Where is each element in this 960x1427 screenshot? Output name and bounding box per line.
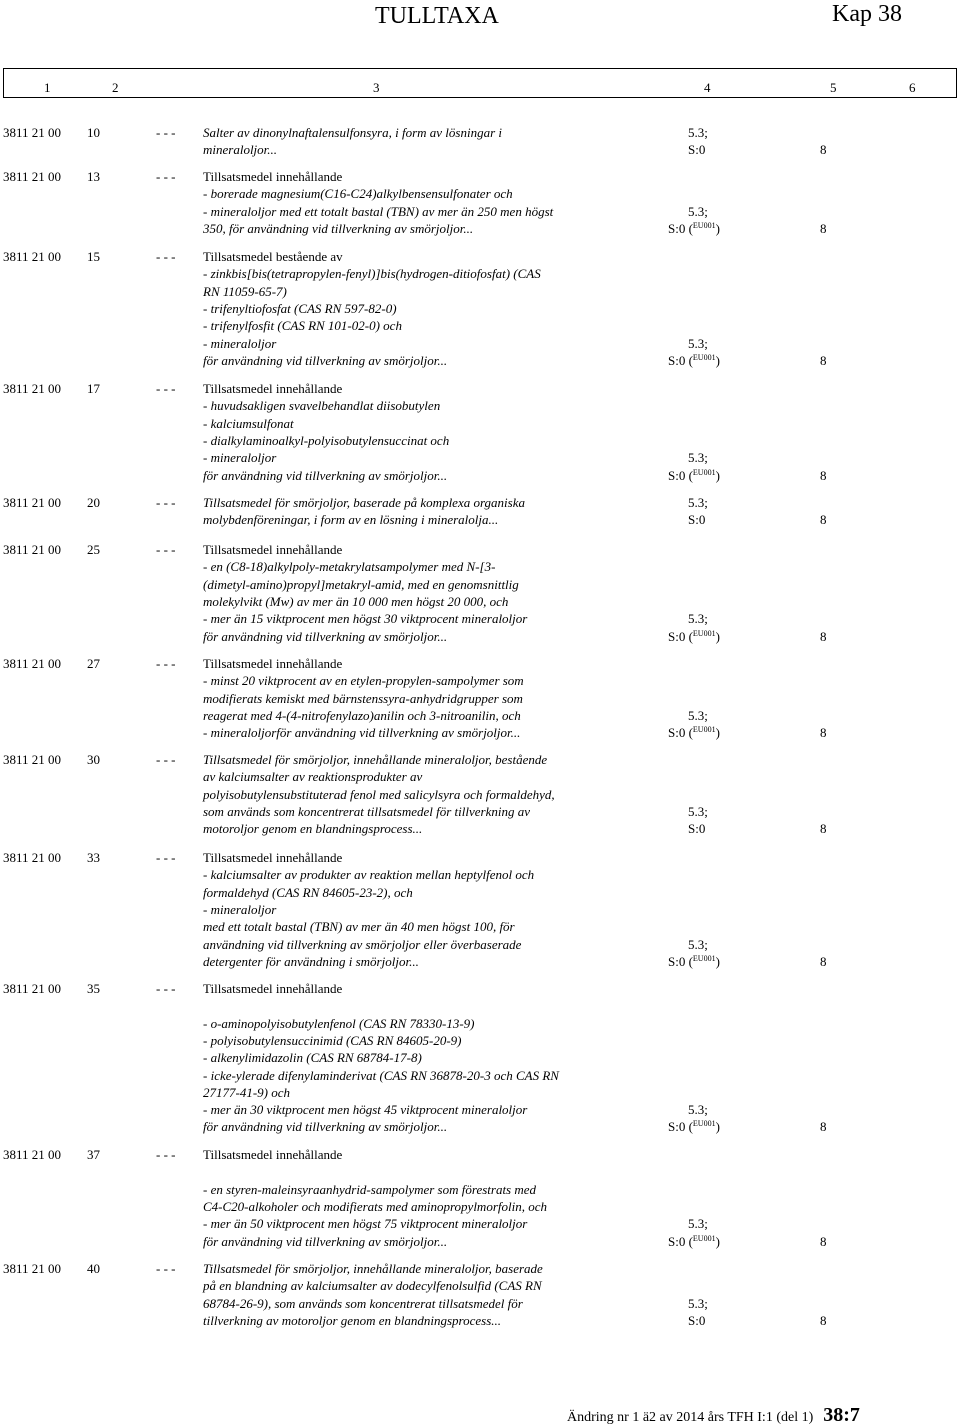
indent-dashes: - - - <box>156 1147 176 1162</box>
duty-rate: 5.3; <box>688 203 708 219</box>
description-line: - mineraloljor <box>203 901 277 917</box>
description-line: - mineraloljor <box>203 450 277 466</box>
description-line: 27177-41-9) och <box>203 1084 291 1100</box>
duty-status-text: S:0 ( <box>668 220 693 236</box>
column-number: 4 <box>704 80 711 95</box>
description-line: - polyisobutylensuccinimid (CAS RN 84605-20-9) <box>203 1032 462 1048</box>
page-title: TULLTAXA <box>375 3 499 29</box>
supplementary-unit: 8 <box>820 1233 827 1249</box>
column-number: 1 <box>44 80 51 95</box>
eu-footnote-ref: EU001 <box>692 1233 716 1243</box>
description-line: 68784-26-9), som används som koncentrerat tillsatsmedel för <box>203 1295 523 1311</box>
description-line: Tillsatsmedel innehållande <box>203 850 343 865</box>
duty-status: S:0 <box>688 821 706 837</box>
duty-rate: 5.3; <box>688 1295 708 1311</box>
column-header-box <box>3 68 957 98</box>
description-line: polyisobutylensubstituterad fenol med salicylsyra och formaldehyd, <box>203 786 555 802</box>
description-line: av kalciumsalter av reaktionsprodukter av <box>203 769 423 785</box>
description-line: Tillsatsmedel innehållande <box>203 656 343 671</box>
indent-dashes: - - - <box>156 1261 176 1276</box>
duty-rate: 5.3; <box>688 335 708 351</box>
duty-status-text: S:0 ( <box>668 1119 693 1135</box>
duty-rate: 5.3; <box>688 1102 708 1118</box>
description-line: RN 11059-65-7) <box>203 283 287 299</box>
description-line: modifierats kemiskt med bärnstenssyra-anhydridgrupper som <box>203 690 523 706</box>
duty-rate: 5.3; <box>688 125 708 140</box>
column-number: 2 <box>112 80 119 95</box>
description-line: - mer än 30 viktprocent men högst 45 viktprocent mineraloljor <box>203 1102 528 1118</box>
duty-status-close: ) <box>715 1233 720 1249</box>
indent-dashes: - - - <box>156 981 176 996</box>
description-line: 350, för användning vid tillverkning av smörjoljor... <box>203 220 474 236</box>
cn-code: 3811 21 00 <box>3 1147 62 1162</box>
description-line: för användning vid tillverkning av smörjoljor... <box>203 467 448 483</box>
description-line: för användning vid tillverkning av smörjoljor... <box>203 1233 448 1249</box>
duty-status-close: ) <box>715 467 720 483</box>
cn-code: 3811 21 00 <box>3 542 62 557</box>
description-line: - o-aminopolyisobutylenfenol (CAS RN 78330-13-9) <box>203 1015 475 1031</box>
duty-status <box>668 467 720 484</box>
eu-footnote-ref: EU001 <box>692 352 716 362</box>
description-line: - trifenyltiofosfat (CAS RN 597-82-0) <box>203 300 397 316</box>
duty-rate: 5.3; <box>688 611 708 627</box>
supplementary-unit: 8 <box>820 725 827 741</box>
indent-dashes: - - - <box>156 850 176 865</box>
duty-status <box>668 1233 720 1250</box>
indent-dashes: - - - <box>156 125 176 140</box>
cn-code: 3811 21 00 <box>3 249 62 264</box>
duty-status-text: S:0 ( <box>668 628 693 644</box>
description-line: - mer än 50 viktprocent men högst 75 viktprocent mineraloljor <box>203 1216 528 1232</box>
duty-status <box>668 1118 720 1135</box>
cn-subheading: 35 <box>87 981 100 996</box>
eu-footnote-ref: EU001 <box>692 467 716 477</box>
description-line: molybdenföreningar, i form av en lösning i mineralolja... <box>203 512 499 528</box>
duty-status-text: S:0 ( <box>668 953 693 969</box>
cn-subheading: 13 <box>87 169 100 184</box>
supplementary-unit: 8 <box>820 352 827 368</box>
duty-status <box>668 628 720 645</box>
footer-text: Ändring nr 1 ä2 av 2014 års TFH I:1 (del 1) <box>567 1410 814 1425</box>
description-line: på en blandning av kalciumsalter av dodecylfenolsulfid (CAS RN <box>203 1278 542 1294</box>
supplementary-unit: 8 <box>820 628 827 644</box>
eu-footnote-ref: EU001 <box>692 628 716 638</box>
column-number: 5 <box>830 80 837 95</box>
description-line: motoroljor genom en blandningsprocess... <box>203 821 423 837</box>
cn-code: 3811 21 00 <box>3 752 62 767</box>
eu-footnote-ref: EU001 <box>692 725 716 735</box>
description-line: för användning vid tillverkning av smörjoljor... <box>203 1119 448 1135</box>
duty-status <box>668 220 720 237</box>
duty-status: S:0 <box>688 512 706 528</box>
indent-dashes: - - - <box>156 249 176 264</box>
supplementary-unit: 8 <box>820 220 827 236</box>
description-line: Tillsatsmedel innehållande <box>203 169 343 184</box>
supplementary-unit: 8 <box>820 953 827 969</box>
cn-code: 3811 21 00 <box>3 850 62 865</box>
description-line: Tillsatsmedel innehållande <box>203 542 343 557</box>
cn-subheading: 40 <box>87 1261 100 1276</box>
description-line: användning vid tillverkning av smörjoljor eller överbaserade <box>203 936 522 952</box>
cn-subheading: 30 <box>87 752 100 767</box>
duty-status-close: ) <box>715 725 720 741</box>
chapter-label: Kap 38 <box>832 1 902 27</box>
duty-status-close: ) <box>715 1119 720 1135</box>
description-line: - mer än 15 viktprocent men högst 30 viktprocent mineraloljor <box>203 611 528 627</box>
description-line: Tillsatsmedel innehållande <box>203 381 343 396</box>
description-line: Tillsatsmedel för smörjoljor, baserade på komplexa organiska <box>203 495 525 510</box>
indent-dashes: - - - <box>156 542 176 557</box>
footer-page-number: 38:7 <box>823 1404 860 1426</box>
description-line: detergenter för användning i smörjoljor... <box>203 953 419 969</box>
duty-rate: 5.3; <box>688 1216 708 1232</box>
cn-subheading: 20 <box>87 495 100 510</box>
duty-rate: 5.3; <box>688 707 708 723</box>
column-number: 3 <box>373 80 380 95</box>
duty-status-close: ) <box>715 352 720 368</box>
indent-dashes: - - - <box>156 752 176 767</box>
duty-status: S:0 <box>688 1312 706 1328</box>
description-line: reagerat med 4-(4-nitrofenylazo)anilin och 3-nitroanilin, och <box>203 707 521 723</box>
column-number: 6 <box>909 80 916 95</box>
description-line: - icke-ylerade difenylaminderivat (CAS RN 36878-20-3 och CAS RN <box>203 1067 559 1083</box>
supplementary-unit: 8 <box>820 512 827 528</box>
duty-status-text: S:0 ( <box>668 352 693 368</box>
description-line: formaldehyd (CAS RN 84605-23-2), och <box>203 884 413 900</box>
duty-status-text: S:0 ( <box>668 725 693 741</box>
eu-footnote-ref: EU001 <box>692 1119 716 1129</box>
duty-status-text: S:0 ( <box>668 467 693 483</box>
description-line: Tillsatsmedel bestående av <box>203 249 343 264</box>
cn-code: 3811 21 00 <box>3 381 62 396</box>
description-line: mineraloljor... <box>203 142 278 158</box>
cn-code: 3811 21 00 <box>3 495 62 510</box>
supplementary-unit: 8 <box>820 821 827 837</box>
description-line: - kalciumsalter av produkter av reaktion mellan heptylfenol och <box>203 867 535 883</box>
description-line: Tillsatsmedel innehållande <box>203 981 343 996</box>
cn-subheading: 17 <box>87 381 100 396</box>
duty-rate: 5.3; <box>688 936 708 952</box>
description-line: - trifenylfosfit (CAS RN 101-02-0) och <box>203 318 402 334</box>
duty-status <box>668 724 720 741</box>
description-line: Salter av dinonylnaftalensulfonsyra, i form av lösningar i <box>203 125 502 140</box>
description-line: Tillsatsmedel för smörjoljor, innehållande mineraloljor, baserade <box>203 1261 543 1276</box>
description-line: C4-C20-alkoholer och modifierats med aminopropylmorfolin, och <box>203 1198 547 1214</box>
page-footer <box>567 1404 860 1427</box>
indent-dashes: - - - <box>156 656 176 671</box>
description-line: med ett totalt bastal (TBN) av mer än 40 men högst 100, för <box>203 919 515 935</box>
cn-subheading: 15 <box>87 249 100 264</box>
cn-code: 3811 21 00 <box>3 656 62 671</box>
duty-status-close: ) <box>715 220 720 236</box>
description-line: - mineraloljorför användning vid tillverkning av smörjoljor... <box>203 725 521 741</box>
cn-code: 3811 21 00 <box>3 169 62 184</box>
description-line: - minst 20 viktprocent av en etylen-propylen-sampolymer som <box>203 673 524 689</box>
description-line: - en styren-maleinsyraanhydrid-sampolymer som förestrats med <box>203 1181 537 1197</box>
cn-subheading: 33 <box>87 850 100 865</box>
cn-code: 3811 21 00 <box>3 981 62 996</box>
duty-rate: 5.3; <box>688 495 708 510</box>
duty-status-text: S:0 ( <box>668 1233 693 1249</box>
supplementary-unit: 8 <box>820 1312 827 1328</box>
description-line: - mineraloljor med ett totalt bastal (TBN) av mer än 250 men högst <box>203 203 554 219</box>
description-line: Tillsatsmedel för smörjoljor, innehållande mineraloljor, bestående <box>203 752 548 767</box>
description-line: - zinkbis[bis(tetrapropylen-fenyl)]bis(hydrogen-ditiofosfat) (CAS <box>203 266 541 282</box>
description-line: (dimetyl-amino)propyl]metakryl-amid, med en genomsnittlig <box>203 576 519 592</box>
description-line: för användning vid tillverkning av smörjoljor... <box>203 352 448 368</box>
supplementary-unit: 8 <box>820 1119 827 1135</box>
duty-status-close: ) <box>715 628 720 644</box>
description-line: - alkenylimidazolin (CAS RN 68784-17-8) <box>203 1050 422 1066</box>
cn-code: 3811 21 00 <box>3 125 62 140</box>
indent-dashes: - - - <box>156 169 176 184</box>
description-line: som används som koncentrerat tillsatsmedel för tillverkning av <box>203 803 530 819</box>
description-line: - mineraloljor <box>203 335 277 351</box>
description-line: Tillsatsmedel innehållande <box>203 1147 343 1162</box>
eu-footnote-ref: EU001 <box>692 220 716 230</box>
cn-subheading: 37 <box>87 1147 100 1162</box>
duty-status <box>668 352 720 369</box>
duty-status: S:0 <box>688 142 706 158</box>
supplementary-unit: 8 <box>820 142 827 158</box>
duty-rate: 5.3; <box>688 803 708 819</box>
cn-code: 3811 21 00 <box>3 1261 62 1276</box>
cn-subheading: 27 <box>87 656 100 671</box>
description-line: tillverkning av motoroljor genom en blandningsprocess... <box>203 1312 502 1328</box>
description-line: för användning vid tillverkning av smörjoljor... <box>203 628 448 644</box>
indent-dashes: - - - <box>156 495 176 510</box>
indent-dashes: - - - <box>156 381 176 396</box>
description-line: - huvudsakligen svavelbehandlat diisobutylen <box>203 398 441 414</box>
description-line: - kalciumsulfonat <box>203 415 294 431</box>
cn-subheading: 25 <box>87 542 100 557</box>
cn-subheading: 10 <box>87 125 100 140</box>
duty-status <box>668 953 720 970</box>
eu-footnote-ref: EU001 <box>692 953 716 963</box>
description-line: - en (C8-18)alkylpoly-metakrylatsampolymer med N-[3- <box>203 559 496 575</box>
description-line: - dialkylaminoalkyl-polyisobutylensuccinat och <box>203 432 450 448</box>
duty-rate: 5.3; <box>688 450 708 466</box>
supplementary-unit: 8 <box>820 467 827 483</box>
duty-status-close: ) <box>715 953 720 969</box>
description-line: - borerade magnesium(C16-C24)alkylbensensulfonater och <box>203 186 513 202</box>
description-line: molekylvikt (Mw) av mer än 10 000 men högst 20 000, och <box>203 593 509 609</box>
